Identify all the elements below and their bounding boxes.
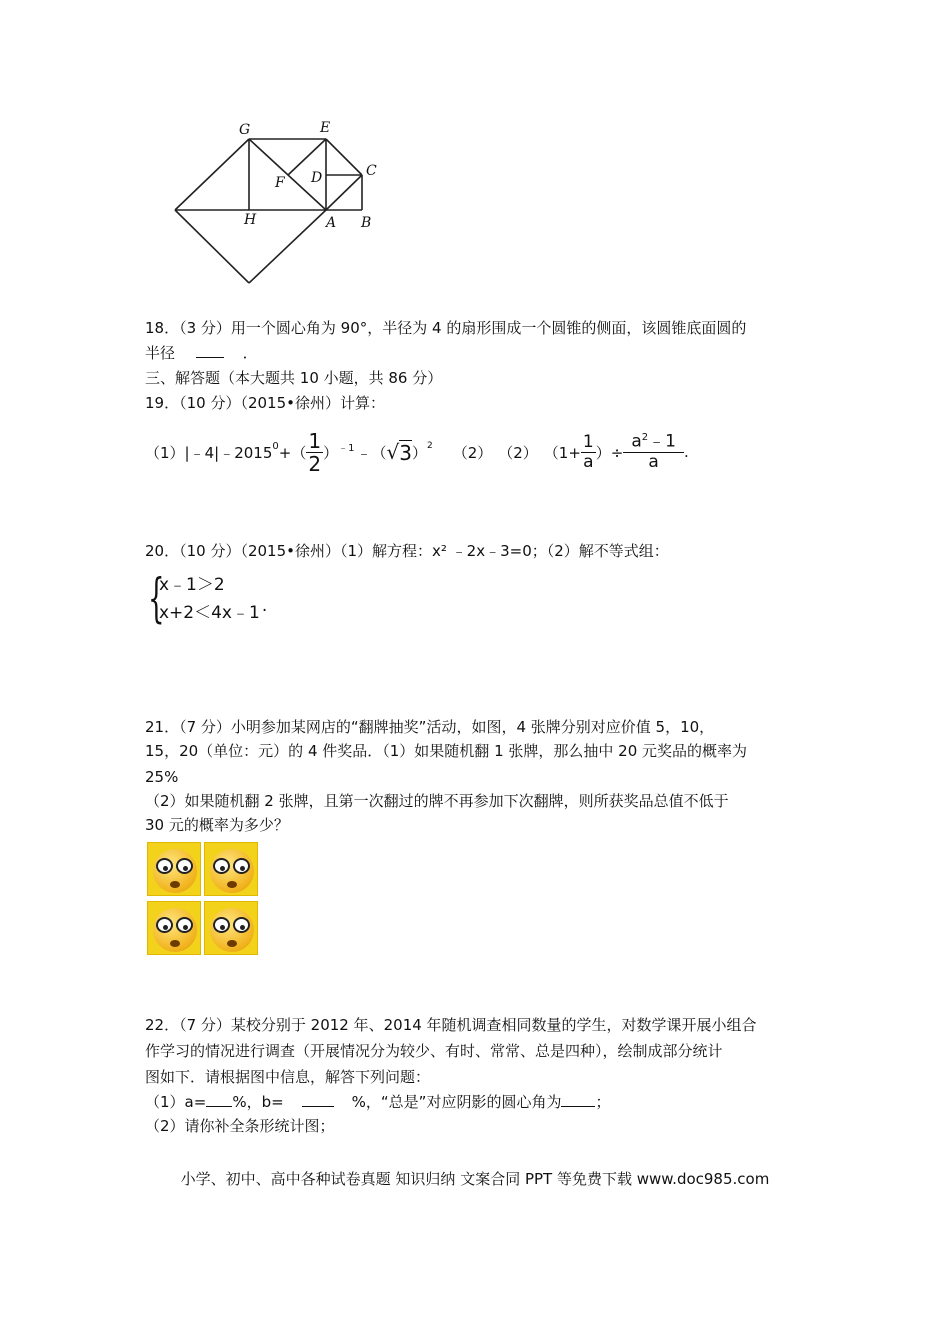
q21-line5: 30 元的概率为多少？ xyxy=(145,816,289,834)
q22-angle-blank[interactable] xyxy=(561,1106,595,1107)
q22-b-blank[interactable] xyxy=(302,1106,334,1107)
fraction-one-half-num: 1 xyxy=(308,428,322,453)
q19-part2-open: （1+ xyxy=(543,443,581,462)
glasses-face-icon xyxy=(153,908,197,952)
num-a: a xyxy=(631,431,642,452)
segment-E-C xyxy=(326,139,362,175)
q18-prefix: 半径 xyxy=(145,344,176,362)
q22-line3: 图如下．请根据图中信息，解答下列问题： xyxy=(145,1068,431,1086)
q18-suffix: ． xyxy=(242,344,258,362)
q22-a-label: （1）a= xyxy=(145,1093,207,1111)
q21-line2: 15，20（单位：元）的 4 件奖品．（1）如果随机翻 1 张牌，那么抽中 20 元奖品的概率为 xyxy=(145,742,748,760)
q19-part1-prefix: （1）|﹣4|﹣2015 xyxy=(145,443,273,462)
card-2[interactable] xyxy=(204,842,258,896)
q20-inequality-system xyxy=(145,568,267,630)
card-4[interactable] xyxy=(204,901,258,955)
q19-part2-label1: （2） xyxy=(452,443,493,462)
fraction-a-squared xyxy=(623,433,684,471)
label-F: F xyxy=(275,175,285,191)
card-grid xyxy=(147,842,259,956)
q22-line1: 22．（7 分）某校分别于 2012 年、2014 年随机调查相同数量的学生，对数学课开展小组合 xyxy=(145,1016,757,1034)
fraction-one-over-a-num: 1 xyxy=(582,431,594,452)
label-D: D xyxy=(311,170,323,186)
q22-line5: （2）请你补全条形统计图； xyxy=(145,1117,335,1135)
section-3-heading: 三、解答题（本大题共 10 小题，共 86 分） xyxy=(145,369,443,387)
q19-exp-zero: 0 xyxy=(272,440,279,452)
glasses-face-icon xyxy=(153,849,197,893)
fraction-one-over-a xyxy=(581,431,596,472)
brace-icon: { xyxy=(148,569,165,629)
q22-d: ； xyxy=(595,1093,611,1111)
sqrt-radicand: 3 xyxy=(399,440,412,465)
segment-G-left xyxy=(175,139,249,210)
inequality-stack xyxy=(159,571,260,627)
q19-part2-label2: （2） xyxy=(498,443,538,462)
q19-exp-2: 2 xyxy=(426,441,433,451)
inequality-2: x+2＜4x﹣1 xyxy=(159,603,260,623)
label-A: A xyxy=(326,215,337,231)
label-E: E xyxy=(320,120,331,136)
q19-part2-end: . xyxy=(683,443,689,461)
q22-c-label: %，“总是”对应阴影的圆心角为 xyxy=(351,1093,562,1111)
glasses-face-icon xyxy=(210,849,254,893)
label-G: G xyxy=(239,122,251,138)
fraction-one-over-a-den: a xyxy=(583,451,594,472)
segment-left-bottom xyxy=(175,210,249,283)
q22-line4 xyxy=(145,1092,610,1112)
segment-C-A xyxy=(326,175,362,210)
card-3[interactable] xyxy=(147,901,201,955)
label-H: H xyxy=(244,212,257,228)
q19-header: 19．（10 分）（2015•徐州）计算： xyxy=(145,394,385,412)
fraction-a-squared-num xyxy=(623,433,684,453)
geometry-figure xyxy=(160,115,400,290)
fraction-a-squared-den: a xyxy=(648,451,659,472)
fraction-one-half-den: 2 xyxy=(308,451,322,476)
segment-bottom-A xyxy=(249,210,326,283)
q22-line2: 作学习的情况进行调查（开展情况分为较少、有时、常常、总是四种），绘制成部分统计 xyxy=(145,1042,723,1060)
q21-line4: （2）如果随机翻 2 张牌，且第一次翻过的牌不再参加下次翻牌，则所获奖品总值不低于 xyxy=(145,792,729,810)
q21-line3: 25% xyxy=(145,768,179,786)
sqrt-icon: √ xyxy=(386,440,400,464)
q20-end: . xyxy=(261,596,268,616)
card-1[interactable] xyxy=(147,842,201,896)
q20-header: 20．（10 分）（2015•徐州）（1）解方程：x² ﹣2x﹣3=0；（2）解不等式组： xyxy=(145,542,669,560)
q19-expression xyxy=(145,428,689,476)
q21-line1: 21．（7 分）小明参加某网店的“翻牌抽奖”活动，如图，4 张牌分别对应价值 5，10， xyxy=(145,718,715,736)
glasses-face-icon xyxy=(210,908,254,952)
q19-minus-paren: ﹣（ xyxy=(356,443,387,462)
q19-exp-neg1: ﹣1 xyxy=(338,442,355,454)
q19-plus-paren: +（ xyxy=(278,443,307,462)
close-paren: ） xyxy=(323,443,339,462)
page-footer: 小学、初中、高中各种试卷真题 知识归纳 文案合同 PPT 等免费下载 www.doc985.com xyxy=(180,1170,770,1188)
num-rest: ﹣1 xyxy=(648,431,676,452)
q19-part2-close-div: ）÷ xyxy=(595,443,624,462)
fraction-one-half xyxy=(306,428,323,476)
q22-a-blank[interactable] xyxy=(206,1106,232,1107)
label-B: B xyxy=(361,215,372,231)
num-exp: 2 xyxy=(641,432,649,444)
q18-answer-blank[interactable] xyxy=(196,357,224,358)
label-C: C xyxy=(366,163,377,179)
close-paren-2: ） xyxy=(411,443,427,462)
inequality-1: x﹣1＞2 xyxy=(159,575,225,595)
q22-b-label: %，b= xyxy=(232,1093,284,1111)
q18-line2 xyxy=(145,343,258,363)
q18-line1: 18．（3 分）用一个圆心角为 90°，半径为 4 的扇形围成一个圆锥的侧面，该圆锥底面圆的 xyxy=(145,319,747,337)
